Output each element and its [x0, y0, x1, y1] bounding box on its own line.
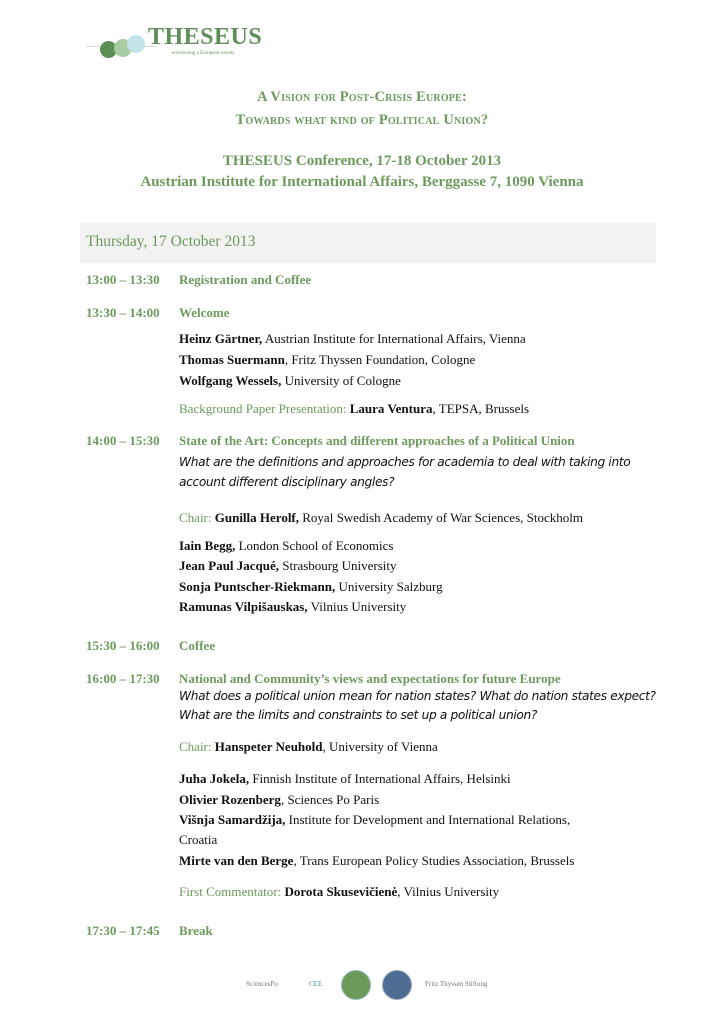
speaker: Wolfgang Wessels, University of Cologne	[179, 373, 401, 388]
speaker: Mirte van den Berge, Trans European Policy Studies Association, Brussels	[179, 853, 575, 868]
university-seal-logo	[382, 970, 412, 1000]
speaker: Jean Paul Jacqué, Strasbourg University	[179, 558, 397, 573]
speaker: Sonja Puntscher-Riekmann, University Salzburg	[179, 579, 443, 594]
session-time: 15:30 – 16:00	[86, 638, 160, 653]
tepsa-logo	[341, 970, 371, 1000]
session-title: Break	[179, 923, 213, 938]
conference-name: THESEUS Conference, 17-18 October 2013	[222, 153, 502, 169]
day-label: Thursday, 17 October 2013	[86, 233, 256, 250]
day-header	[80, 223, 656, 263]
session-question: What does a political union mean for nation states? What do nation states expect?	[179, 689, 656, 703]
speaker: Thomas Suermann, Fritz Thyssen Foundation, Cologne	[179, 352, 476, 367]
session-chair: Chair: Gunilla Herolf, Royal Swedish Academy of War Sciences, Stockholm	[179, 510, 583, 525]
speaker: Olivier Rozenberg, Sciences Po Paris	[179, 792, 380, 807]
cee-logo: CEE	[309, 980, 323, 988]
speaker: Iain Begg, London School of Economics	[179, 538, 394, 553]
document-title-line1: A Vision for Post-Crisis Europe:	[256, 89, 468, 105]
sciencespo-logo: SciencesPo	[246, 980, 278, 988]
logo-text: THESEUS	[148, 24, 263, 50]
session-title: Coffee	[179, 638, 216, 653]
speaker: Višnja Samardžija, Institute for Development and International Relations,	[179, 812, 571, 827]
session-time: 16:00 – 17:30	[86, 671, 160, 686]
document-title-line2: Towards what kind of Political Union?	[235, 112, 489, 128]
session-time: 13:30 – 14:00	[86, 305, 160, 320]
conference-venue: Austrian Institute for International Affairs, Berggasse 7, 1090 Vienna	[140, 174, 584, 190]
speaker: Croatia	[179, 832, 218, 847]
session-question: What are the limits and constraints to set up a political union?	[179, 708, 537, 722]
session-title: Welcome	[179, 305, 230, 320]
logo-tagline: envisioning a European society	[172, 51, 235, 56]
session-question: account different disciplinary angles?	[179, 475, 395, 489]
session-question: What are the definitions and approaches for academia to deal with taking into	[179, 455, 631, 469]
speaker: Juha Jokela, Finnish Institute of International Affairs, Helsinki	[179, 771, 511, 786]
background-paper-presenter: Background Paper Presentation: Laura Ventura, TEPSA, Brussels	[179, 401, 530, 416]
session-time: 13:00 – 13:30	[86, 272, 160, 287]
session-title: National and Community’s views and expectations for future Europe	[179, 671, 561, 686]
first-commentator: First Commentator: Dorota Skusevičienė, Vilnius University	[179, 884, 500, 899]
session-chair: Chair: Hanspeter Neuhold, University of Vienna	[179, 739, 438, 754]
fritz-thyssen-logo: Fritz Thyssen Stiftung	[425, 980, 488, 988]
session-title: State of the Art: Concepts and different approaches of a Political Union	[179, 433, 575, 448]
session-time: 17:30 – 17:45	[86, 923, 160, 938]
speaker: Ramunas Vilpišauskas, Vilnius University	[179, 599, 407, 614]
logo-circle	[127, 35, 145, 53]
speaker: Heinz Gärtner, Austrian Institute for International Affairs, Vienna	[179, 331, 526, 346]
session-time: 14:00 – 15:30	[86, 433, 160, 448]
session-title: Registration and Coffee	[179, 272, 312, 287]
